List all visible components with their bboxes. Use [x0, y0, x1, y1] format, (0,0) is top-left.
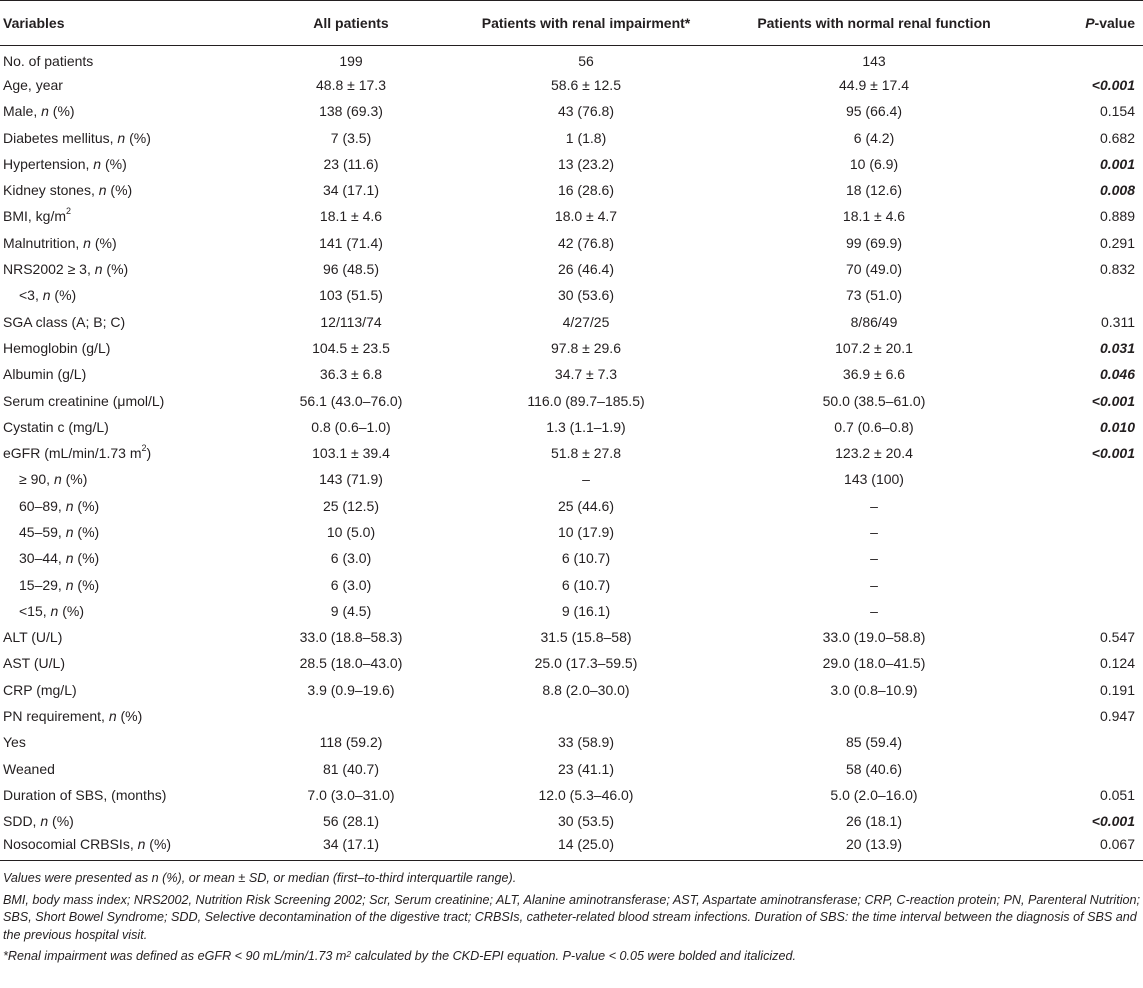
cell-renal-impairment: 10 (17.9): [557, 523, 615, 540]
cell-renal-impairment: 33 (58.9): [557, 734, 615, 751]
variable-suffix: (%): [48, 103, 75, 120]
cell-all-patients: 7.0 (3.0–31.0): [307, 786, 395, 803]
cell-renal-impairment: 16 (28.6): [557, 182, 615, 199]
cell-renal-impairment: 56: [578, 52, 594, 69]
variable-suffix: (%): [48, 813, 74, 830]
cell-variable: [0, 545, 254, 571]
variable-label: Albumin (g/L): [3, 366, 87, 383]
table-row: [0, 519, 1143, 545]
cell-renal-impairment: 12.0 (5.3–46.0): [538, 786, 634, 803]
variable-label: 45–59,: [19, 523, 66, 540]
cell-variable: [0, 703, 254, 729]
table-row: [0, 808, 1143, 834]
cell-p-value: 0.682: [1099, 129, 1135, 146]
variable-suffix: (%): [73, 523, 100, 540]
cell-variable: [0, 729, 254, 755]
cell-variable: [0, 308, 254, 334]
variable-label: PN requirement,: [3, 708, 109, 725]
variable-italic: n: [42, 287, 51, 304]
cell-p-value: 0.291: [1099, 234, 1135, 251]
cell-p-value: <0.001: [1091, 392, 1135, 409]
table-row: [0, 46, 1143, 72]
cell-normal-renal: [724, 703, 1024, 729]
cell-all-patients: 33.0 (18.8–58.3): [299, 629, 403, 646]
variable-label: Yes: [3, 734, 26, 751]
cell-all-patients: 36.3 ± 6.8: [319, 366, 383, 383]
variable-italic: n: [108, 708, 117, 725]
variable-suffix: (%): [73, 497, 100, 514]
table-row: [0, 203, 1143, 229]
cell-all-patients: 34 (17.1): [322, 182, 380, 199]
variable-superscript: 2: [66, 206, 72, 217]
cell-p-value: [1024, 46, 1143, 72]
table-row: [0, 729, 1143, 755]
cell-normal-renal: 99 (69.9): [845, 234, 903, 251]
cell-normal-renal: 26 (18.1): [845, 813, 903, 830]
cell-normal-renal: –: [870, 576, 878, 593]
table-row: [0, 124, 1143, 150]
cell-all-patients: 56.1 (43.0–76.0): [299, 392, 403, 409]
cell-all-patients: [254, 703, 448, 729]
cell-all-patients: 81 (40.7): [322, 760, 380, 777]
variable-label: Diabetes mellitus,: [3, 129, 118, 146]
cell-variable: [0, 466, 254, 492]
footnote-renal-text-post: calculated by the CKD-EPI equation. P-value < 0.05 were bolded and italicized.: [351, 949, 796, 964]
cell-renal-impairment: 97.8 ± 29.6: [551, 339, 621, 356]
cell-variable: [0, 440, 254, 466]
variable-suffix: (%): [90, 234, 117, 251]
variable-label: Hemoglobin (g/L): [3, 339, 111, 356]
cell-normal-renal: 143 (100): [844, 471, 904, 488]
variable-italic: n: [65, 523, 74, 540]
cell-normal-renal: 123.2 ± 20.4: [835, 445, 913, 462]
cell-variable: [0, 414, 254, 440]
variable-suffix: (%): [73, 550, 100, 567]
table-row: [0, 493, 1143, 519]
cell-p-value: [1024, 519, 1143, 545]
table-footnotes: [0, 861, 1143, 966]
cell-variable: [0, 177, 254, 203]
variable-italic: n: [117, 129, 126, 146]
cell-renal-impairment: –: [582, 471, 590, 488]
cell-p-value: <0.001: [1091, 76, 1135, 93]
cell-all-patients: 143 (71.9): [319, 471, 383, 488]
cell-renal-impairment: 13 (23.2): [557, 155, 615, 172]
variable-label: Kidney stones,: [3, 182, 99, 199]
cell-renal-impairment: 58.6 ± 12.5: [551, 76, 621, 93]
variable-label: eGFR (mL/min/1.73 m: [3, 445, 142, 462]
variable-label: <15,: [19, 602, 51, 619]
cell-all-patients: 10 (5.0): [326, 523, 376, 540]
variable-label: ≥ 90,: [19, 471, 54, 488]
table-row: [0, 545, 1143, 571]
cell-variable: [0, 335, 254, 361]
cell-normal-renal: –: [870, 602, 878, 619]
table-row: [0, 256, 1143, 282]
variable-italic: n: [53, 471, 62, 488]
cell-variable: [0, 677, 254, 703]
table-row: [0, 230, 1143, 256]
table-row: [0, 703, 1143, 729]
variable-label: <3,: [19, 287, 43, 304]
cell-p-value: 0.832: [1099, 261, 1135, 278]
variable-italic: n: [98, 182, 107, 199]
table-row: [0, 308, 1143, 334]
cell-p-value: 0.010: [1099, 418, 1135, 435]
cell-variable: [0, 808, 254, 834]
variable-superscript: 2: [141, 443, 147, 454]
variable-suffix: (%): [61, 471, 88, 488]
table-row: [0, 282, 1143, 308]
cell-variable: [0, 493, 254, 519]
table-row: [0, 782, 1143, 808]
cell-all-patients: 118 (59.2): [319, 734, 383, 751]
header-renal-impairment: Patients with renal impairment*: [448, 1, 724, 46]
cell-renal-impairment: 14 (25.0): [448, 834, 724, 860]
cell-variable: [0, 203, 254, 229]
variable-suffix: (%): [50, 287, 77, 304]
cell-variable: [0, 834, 254, 860]
cell-all-patients: 138 (69.3): [319, 103, 383, 120]
cell-all-patients: 18.1 ± 4.6: [319, 208, 383, 225]
variable-label: Malnutrition,: [3, 234, 84, 251]
variable-label: Duration of SBS, (months): [3, 786, 167, 803]
cell-normal-renal: 29.0 (18.0–41.5): [822, 655, 926, 672]
cell-variable: [0, 230, 254, 256]
cell-p-value: [1024, 571, 1143, 597]
cell-all-patients: 6 (3.0): [330, 576, 372, 593]
table-header-row: [0, 1, 1143, 46]
table-row: [0, 387, 1143, 413]
header-p-value: [1024, 1, 1143, 46]
variable-label: 30–44,: [19, 550, 66, 567]
cell-p-value: 0.008: [1099, 182, 1135, 199]
cell-normal-renal: 6 (4.2): [853, 129, 895, 146]
cell-renal-impairment: 116.0 (89.7–185.5): [527, 392, 645, 409]
cell-all-patients: 28.5 (18.0–43.0): [299, 655, 403, 672]
cell-normal-renal: 44.9 ± 17.4: [839, 76, 909, 93]
table-row: [0, 571, 1143, 597]
footnote-renal-text-pre: *Renal impairment was defined as eGFR < 90 mL/min/1.73 m: [3, 949, 347, 964]
cell-renal-impairment: 9 (16.1): [561, 602, 611, 619]
cell-all-patients: 3.9 (0.9–19.6): [307, 681, 395, 698]
cell-normal-renal: 0.7 (0.6–0.8): [834, 418, 914, 435]
variable-label: ALT (U/L): [3, 629, 63, 646]
cell-normal-renal: 107.2 ± 20.1: [835, 339, 913, 356]
cell-p-value: [1024, 729, 1143, 755]
cell-normal-renal: 18 (12.6): [845, 182, 903, 199]
variable-suffix: (%): [102, 261, 129, 278]
cell-all-patients: 48.8 ± 17.3: [316, 76, 386, 93]
variable-label: 60–89,: [19, 497, 66, 514]
cell-renal-impairment: [448, 703, 724, 729]
table-row: [0, 834, 1143, 860]
cell-all-patients: 0.8 (0.6–1.0): [311, 418, 391, 435]
cell-variable: [0, 519, 254, 545]
table-row: [0, 414, 1143, 440]
footnote-renal-sup: 2: [346, 949, 352, 960]
variable-italic: n: [93, 155, 102, 172]
variable-italic: n: [65, 576, 74, 593]
table-row: [0, 72, 1143, 98]
variable-italic: n: [65, 550, 74, 567]
table-row: [0, 177, 1143, 203]
cell-p-value: 0.191: [1099, 681, 1135, 698]
cell-p-value: [1024, 493, 1143, 519]
cell-p-value: [1024, 466, 1143, 492]
table-row: [0, 677, 1143, 703]
cell-p-value: 0.124: [1099, 655, 1135, 672]
variable-suffix: (%): [101, 155, 127, 172]
variable-suffix: (%): [125, 129, 151, 146]
cell-variable: [0, 46, 254, 72]
cell-all-patients: 103.1 ± 39.4: [312, 445, 390, 462]
variable-label: CRP (mg/L): [3, 681, 77, 698]
variable-italic: n: [137, 836, 146, 853]
table-body: [0, 46, 1143, 861]
cell-variable: [0, 756, 254, 782]
cell-normal-renal: 36.9 ± 6.6: [842, 366, 906, 383]
variable-suffix: (%): [58, 602, 84, 619]
cell-normal-renal: 10 (6.9): [849, 155, 899, 172]
cell-all-patients: 34 (17.1): [254, 834, 448, 860]
cell-renal-impairment: 26 (46.4): [557, 261, 615, 278]
cell-all-patients: 12/113/74: [320, 313, 382, 330]
cell-renal-impairment: 43 (76.8): [557, 103, 615, 120]
footnote-renal-definition: [3, 948, 1140, 966]
cell-renal-impairment: 25.0 (17.3–59.5): [534, 655, 638, 672]
cell-variable: [0, 650, 254, 676]
cell-normal-renal: –: [870, 497, 878, 514]
table-row: [0, 98, 1143, 124]
cell-renal-impairment: 34.7 ± 7.3: [554, 366, 618, 383]
table-row: [0, 335, 1143, 361]
variable-italic: n: [50, 602, 59, 619]
cell-renal-impairment: 8.8 (2.0–30.0): [542, 681, 630, 698]
cell-normal-renal: 8/86/49: [850, 313, 898, 330]
footnote-abbreviations: BMI, body mass index; NRS2002, Nutrition Risk Screening 2002; Scr, Serum creatinine; ALT, Alanine aminotransferase; AST, Aspartate aminotransferase; CRP, C-reaction protein; PN, Parenteral Nutrition; SBS, Short Bowel Syndrome; SDD, Selective decontamination of the digestive tract; CRBSIs, catheter-related blood stream infections. Duration of SBS: the time interval between the diagnosis of SBS and the previous hospital visit.: [3, 892, 1141, 942]
cell-p-value: 0.311: [1101, 313, 1135, 330]
header-all-patients: All patients: [254, 1, 448, 46]
cell-all-patients: 199: [339, 52, 363, 69]
cell-renal-impairment: 30 (53.6): [557, 287, 615, 304]
cell-variable: [0, 282, 254, 308]
cell-renal-impairment: 51.8 ± 27.8: [551, 445, 621, 462]
variable-label: SGA class (A; B; C): [3, 313, 126, 330]
table-row: [0, 624, 1143, 650]
variable-label: AST (U/L): [3, 655, 65, 672]
cell-normal-renal: –: [870, 523, 878, 540]
cell-p-value: 0.547: [1099, 629, 1135, 646]
cell-p-value: 0.046: [1099, 366, 1135, 383]
cell-variable: [0, 571, 254, 597]
cell-normal-renal: 85 (59.4): [845, 734, 903, 751]
cell-all-patients: 103 (51.5): [319, 287, 383, 304]
cell-normal-renal: 70 (49.0): [845, 261, 903, 278]
cell-p-value: [1024, 282, 1143, 308]
table-row: [0, 650, 1143, 676]
variable-label: Age, year: [3, 76, 63, 93]
cell-p-value: <0.001: [1091, 445, 1135, 462]
variable-italic: n: [65, 497, 74, 514]
cell-normal-renal: 5.0 (2.0–16.0): [830, 786, 918, 803]
cell-p-value: 0.067: [1024, 834, 1143, 860]
cell-all-patients: 23 (11.6): [323, 155, 379, 172]
cell-p-value: [1024, 598, 1143, 624]
header-normal-renal: Patients with normal renal function: [724, 1, 1024, 46]
cell-renal-impairment: 18.0 ± 4.7: [554, 208, 618, 225]
cell-all-patients: 96 (48.5): [322, 261, 380, 278]
variable-italic: n: [40, 813, 49, 830]
cell-p-value: [1024, 756, 1143, 782]
variable-suffix: (%): [116, 708, 143, 725]
variable-label: BMI, kg/m: [3, 208, 67, 225]
cell-variable: [0, 98, 254, 124]
cell-renal-impairment: 23 (41.1): [557, 760, 615, 777]
table-row: [0, 151, 1143, 177]
cell-normal-renal: 3.0 (0.8–10.9): [830, 681, 918, 698]
variable-italic: n: [83, 234, 91, 251]
cell-p-value: <0.001: [1091, 813, 1135, 830]
cell-normal-renal: 95 (66.4): [845, 103, 903, 120]
cell-p-value: 0.001: [1099, 155, 1135, 172]
header-p-suffix: -value: [1094, 15, 1135, 31]
variable-italic: n: [41, 103, 49, 120]
footnote-values: Values were presented as n (%), or mean ± SD, or median (first–to-third interquartile range).: [3, 871, 517, 886]
cell-p-value: 0.031: [1099, 339, 1135, 356]
variable-label: Male,: [3, 103, 42, 120]
header-variables: Variables: [0, 1, 254, 46]
cell-all-patients: 104.5 ± 23.5: [312, 339, 390, 356]
variable-label: NRS2002 ≥ 3,: [3, 261, 95, 278]
variable-label: Cystatin c (mg/L): [3, 418, 109, 435]
cell-all-patients: 9 (4.5): [330, 602, 372, 619]
variable-italic: n: [94, 261, 103, 278]
variable-label: Hypertension,: [3, 155, 94, 172]
cell-renal-impairment: 1 (1.8): [565, 129, 607, 146]
cell-p-value: 0.889: [1099, 208, 1135, 225]
cell-renal-impairment: 31.5 (15.8–58): [540, 629, 632, 646]
cell-all-patients: 25 (12.5): [322, 497, 380, 514]
cell-normal-renal: 33.0 (19.0–58.8): [822, 629, 926, 646]
cell-renal-impairment: 6 (10.7): [561, 576, 611, 593]
cell-variable: [0, 624, 254, 650]
cell-normal-renal: 50.0 (38.5–61.0): [822, 392, 926, 409]
table-row: [0, 361, 1143, 387]
cell-renal-impairment: 25 (44.6): [557, 497, 615, 514]
cell-p-value: 0.154: [1099, 103, 1135, 120]
cell-normal-renal: –: [870, 550, 878, 567]
cell-normal-renal: 20 (13.9): [724, 834, 1024, 860]
cell-variable: [0, 598, 254, 624]
variable-label: SDD,: [3, 813, 41, 830]
cell-normal-renal: 58 (40.6): [845, 760, 903, 777]
variable-label: Nosocomial CRBSIs,: [3, 836, 138, 853]
cell-all-patients: 56 (28.1): [322, 813, 380, 830]
cell-p-value: 0.051: [1099, 786, 1135, 803]
cell-variable: [0, 256, 254, 282]
variable-label: Serum creatinine (μmol/L): [3, 392, 165, 409]
cell-variable: [0, 151, 254, 177]
cell-p-value: [1024, 545, 1143, 571]
cell-renal-impairment: 4/27/25: [562, 313, 610, 330]
header-p-letter: P: [1085, 15, 1095, 31]
cell-variable: [0, 124, 254, 150]
cell-normal-renal: 143: [862, 52, 886, 69]
cell-p-value: 0.947: [1099, 708, 1135, 725]
table-row: [0, 756, 1143, 782]
variable-label: 15–29,: [19, 576, 66, 593]
cell-normal-renal: 73 (51.0): [845, 287, 903, 304]
table-row: [0, 598, 1143, 624]
table-row: [0, 440, 1143, 466]
cell-renal-impairment: 30 (53.5): [557, 813, 615, 830]
variable-suffix: (%): [73, 576, 100, 593]
cell-all-patients: 141 (71.4): [319, 234, 383, 251]
table-row: [0, 466, 1143, 492]
cell-normal-renal: 18.1 ± 4.6: [842, 208, 906, 225]
variable-suffix: (%): [106, 182, 133, 199]
variable-suffix: (%): [145, 836, 172, 853]
variable-suffix: ): [146, 445, 152, 462]
cell-variable: [0, 387, 254, 413]
cell-all-patients: 7 (3.5): [330, 129, 372, 146]
cell-renal-impairment: 6 (10.7): [561, 550, 611, 567]
variable-label: No. of patients: [3, 52, 94, 69]
cell-renal-impairment: 1.3 (1.1–1.9): [546, 418, 626, 435]
variable-label: Weaned: [3, 760, 55, 777]
cell-variable: [0, 72, 254, 98]
cell-renal-impairment: 42 (76.8): [557, 234, 615, 251]
cell-all-patients: 6 (3.0): [330, 550, 372, 567]
cell-variable: [0, 782, 254, 808]
cell-variable: [0, 361, 254, 387]
